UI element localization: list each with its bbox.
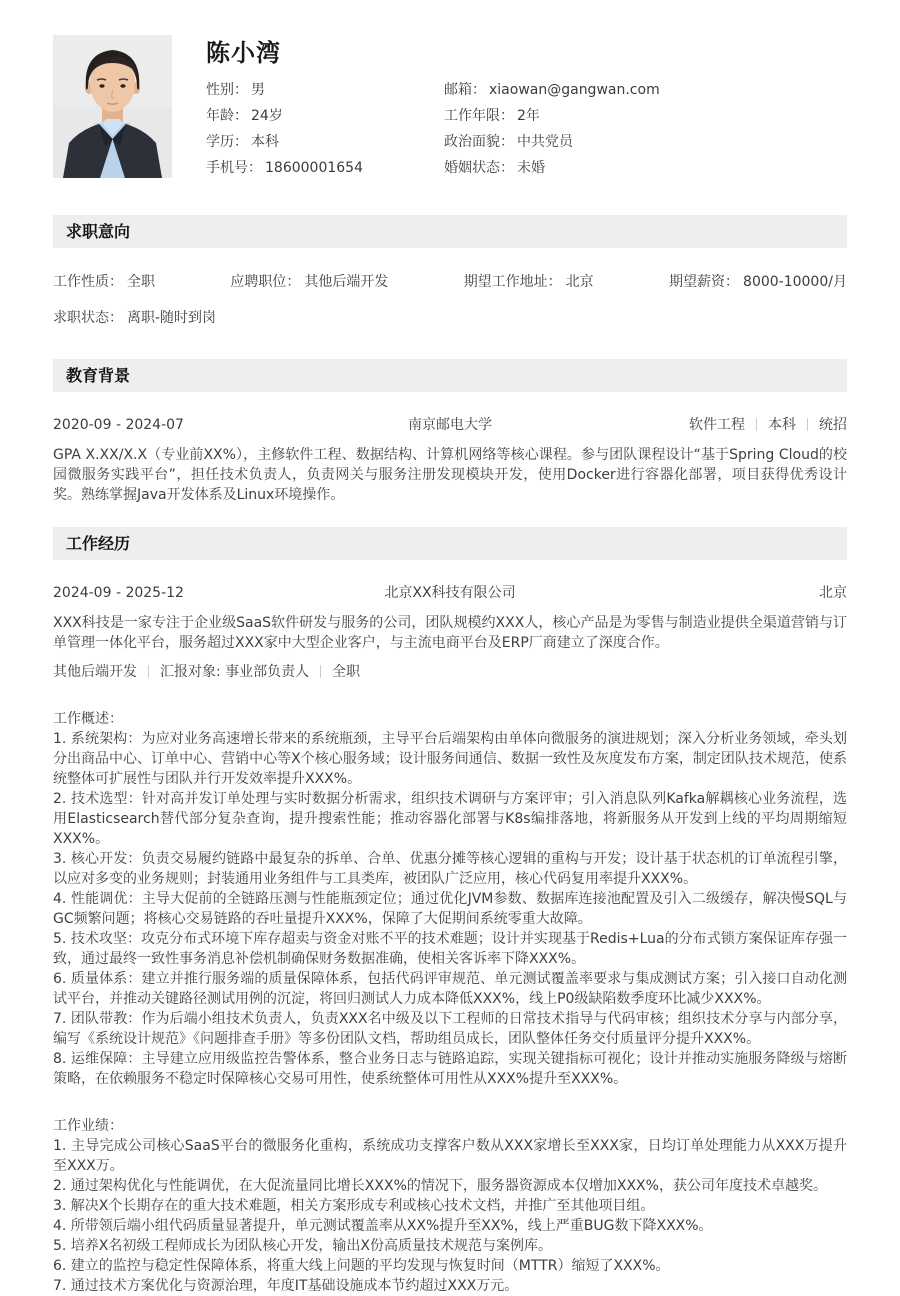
ji-work-type-value: 全职	[127, 274, 155, 290]
education-period: 2020-09 - 2024-07	[53, 417, 184, 433]
info-phone-value: 18600001654	[265, 160, 363, 176]
overview-item-4: 4. 性能调优：主导大促前的全链路压测与性能瓶颈定位；通过优化JVM参数、数据库连接池配置及引入二级缓存，解决慢SQL与GC频繁问题；将核心交易链路的吞吐量提升XXX%，保障了大促期间系统零重大故障。	[53, 891, 847, 927]
work-achievements-list	[53, 1136, 847, 1296]
info-work-years-value: 2年	[517, 108, 540, 124]
candidate-name: 陈小湾	[206, 39, 281, 67]
education-right-group	[689, 417, 847, 434]
overview-item-5: 5. 技术攻坚：攻克分布式环境下库存超卖与资金对账不平的技术难题；设计并实现基于Redis+Lua的分布式锁方案保证库存强一致，通过最终一致性事务消息补偿机制确保财务数据准确，使相关客诉率下降XXX%。	[53, 931, 847, 967]
work-overview-title: 工作概述：	[53, 711, 123, 727]
work-period: 2024-09 - 2025-12	[53, 585, 184, 601]
portrait-illustration	[53, 35, 172, 178]
report-to: 汇报对象: 事业部负责人	[160, 664, 310, 680]
divider	[756, 418, 757, 431]
basic-info-left-column	[206, 83, 444, 187]
work-achievements-title: 工作业绩：	[53, 1118, 123, 1134]
info-degree-label: 学历：	[206, 134, 248, 150]
achievement-item-2: 2. 通过架构优化与性能调优，在大促流量同比增长XXX%的情况下，服务器资源成本仅增加XXX%，获公司年度技术卓越奖。	[53, 1178, 827, 1194]
position-title: 其他后端开发	[53, 664, 137, 680]
ji-work-type-label: 工作性质：	[53, 274, 123, 290]
position-row	[53, 662, 847, 682]
info-marital-status-label: 婚姻状态：	[444, 160, 514, 176]
achievement-item-6: 6. 建立的监控与稳定性保障体系，将重大线上问题的平均发现与恢复时间（MTTR）缩短了XXX%。	[53, 1258, 670, 1274]
achievement-item-1: 1. 主导完成公司核心SaaS平台的微服务化重构，系统成功支撑客户数从XXX家增长至XXX家，日均订单处理能力从XXX万提升至XXX万。	[53, 1138, 847, 1174]
achievement-item-5: 5. 培养X名初级工程师成长为团队核心开发，输出X份高质量技术规范与案例库。	[53, 1238, 552, 1254]
education-description: GPA X.XX/X.X（专业前XX%），主修软件工程、数据结构、计算机网络等核心课程。参与团队课程设计“基于Spring Cloud的校园微服务实践平台”，担任技术负责人，负责网关与服务注册发现模块开发，使用Docker进行容器化部署，项目获得优秀设计奖。熟练掌握Java开发体系及Linux环境操作。	[53, 447, 847, 503]
info-age	[206, 109, 444, 124]
divider	[320, 665, 321, 678]
education-enrollment: 统招	[819, 417, 847, 433]
education-major: 软件工程	[689, 417, 745, 433]
overview-item-6: 6. 质量体系：建立并推行服务端的质量保障体系，包括代码评审规范、单元测试覆盖率要求与集成测试方案；引入接口自动化测试平台，并推动关键路径测试用例的沉淀，将回归测试人力成本降低XXX%，线上P0级缺陷数季度环比减少XXX%。	[53, 971, 847, 1007]
divider	[148, 665, 149, 678]
info-phone	[206, 161, 444, 176]
info-degree-value: 本科	[251, 134, 279, 150]
info-age-label: 年龄：	[206, 108, 248, 124]
education-meta-row	[53, 417, 847, 434]
job-intention-row	[53, 274, 847, 290]
section-title-education: 教育背景	[53, 359, 847, 392]
basic-info-right-column	[444, 83, 847, 187]
info-email-label: 邮箱：	[444, 82, 486, 98]
ji-expected-salary	[669, 274, 847, 290]
education-school: 南京邮电大学	[408, 417, 492, 433]
info-gender	[206, 83, 444, 98]
job-status-row	[53, 310, 847, 326]
ji-target-position-value: 其他后端开发	[304, 274, 389, 290]
work-meta-row	[53, 585, 847, 602]
company-intro: XXX科技是一家专注于企业级SaaS软件研发与服务的公司，团队规模约XXX人，核心产品是为零售与制造业提供全渠道营销与订单管理一体化平台，服务超过XXX家中大型企业客户，与主流电商平台及ERP厂商建立了深度合作。	[53, 615, 847, 651]
ji-work-type	[53, 274, 155, 290]
info-gender-label: 性别：	[206, 82, 248, 98]
basic-info-grid	[206, 83, 847, 187]
ji-expected-salary-label: 期望薪资：	[669, 274, 740, 290]
achievement-item-4: 4. 所带领后端小组代码质量显著提升，单元测试覆盖率从XX%提升至XX%，线上严重BUG数下降XXX%。	[53, 1218, 713, 1234]
overview-item-3: 3. 核心开发：负责交易履约链路中最复杂的拆单、合单、优惠分摊等核心逻辑的重构与开发；设计基于状态机的订单流程引擎，以应对多变的业务规则；封装通用业务组件与工具类库，被团队广泛应用，核心代码复用率提升XXX%。	[53, 851, 847, 887]
overview-item-2: 2. 技术选型：针对高并发订单处理与实时数据分析需求，组织技术调研与方案评审；引入消息队列Kafka解耦核心业务流程，选用Elasticsearch替代部分复杂查询，提升搜索性能；推动容器化部署与K8s编排落地，将新服务从开发到上线的平均周期缩短XXX%。	[53, 791, 847, 847]
section-title-job-intention: 求职意向	[53, 215, 847, 248]
overview-item-8: 8. 运维保障：主导建立应用级监控告警体系，整合业务日志与链路追踪，实现关键指标可视化；设计并推动实施服务降级与熔断策略，在依赖服务不稳定时保障核心交易可用性，使系统整体可用性从XXX%提升至XXX%。	[53, 1051, 847, 1087]
info-degree	[206, 135, 444, 150]
info-work-years-label: 工作年限：	[444, 108, 514, 124]
ji-status	[53, 310, 216, 326]
employment-type: 全职	[332, 664, 361, 680]
info-email	[444, 83, 847, 98]
info-email-value: xiaowan@gangwan.com	[489, 82, 660, 98]
achievement-item-7: 7. 通过技术方案优化与资源治理，年度IT基础设施成本节约超过XXX万元。	[53, 1278, 519, 1294]
ji-target-city-label: 期望工作地址：	[463, 274, 562, 290]
info-work-years	[444, 109, 847, 124]
info-political-status	[444, 135, 847, 150]
ji-target-city-value: 北京	[565, 274, 594, 290]
education-degree: 本科	[768, 417, 796, 433]
info-political-status-value: 中共党员	[517, 134, 573, 150]
info-marital-status-value: 未婚	[517, 160, 545, 176]
section-title-work-experience: 工作经历	[53, 527, 847, 560]
info-age-value: 24岁	[251, 108, 283, 124]
achievement-item-3: 3. 解决X个长期存在的重大技术难题，相关方案形成专利或核心技术文档，并推广至其他项目组。	[53, 1198, 655, 1214]
ji-target-position-label: 应聘职位：	[230, 274, 301, 290]
ji-target-city	[464, 274, 594, 290]
ji-expected-salary-value: 8000-10000/月	[743, 274, 847, 290]
divider	[807, 418, 808, 431]
overview-item-7: 7. 团队带教：作为后端小组技术负责人，负责XXX名中级及以下工程师的日常技术指导与代码审核；组织技术分享与内部分享，编写《系统设计规范》《问题排查手册》等多份团队文档，帮助组员成长，团队整体任务交付质量评分提升XXX%。	[53, 1011, 847, 1047]
work-overview-list	[53, 729, 847, 1089]
header-info	[206, 35, 847, 187]
info-gender-value: 男	[251, 82, 265, 98]
work-location: 北京	[819, 585, 847, 601]
ji-status-label: 求职状态：	[53, 310, 123, 326]
profile-photo	[53, 35, 172, 178]
info-political-status-label: 政治面貌：	[444, 134, 514, 150]
ji-target-position	[230, 274, 388, 290]
resume-header	[53, 35, 847, 187]
info-marital-status	[444, 161, 847, 176]
ji-status-value: 离职-随时到岗	[127, 310, 217, 326]
work-company: 北京XX科技有限公司	[384, 585, 516, 601]
overview-item-1: 1. 系统架构：为应对业务高速增长带来的系统瓶颈，主导平台后端架构由单体向微服务的演进规划；深入分析业务领域，牵头划分出商品中心、订单中心、营销中心等X个核心服务域；设计服务间通信、数据一致性及灰度发布方案，制定团队技术规范，使系统整体可扩展性与团队并行开发效率提升XXX%。	[53, 731, 847, 787]
info-phone-label: 手机号：	[206, 160, 262, 176]
